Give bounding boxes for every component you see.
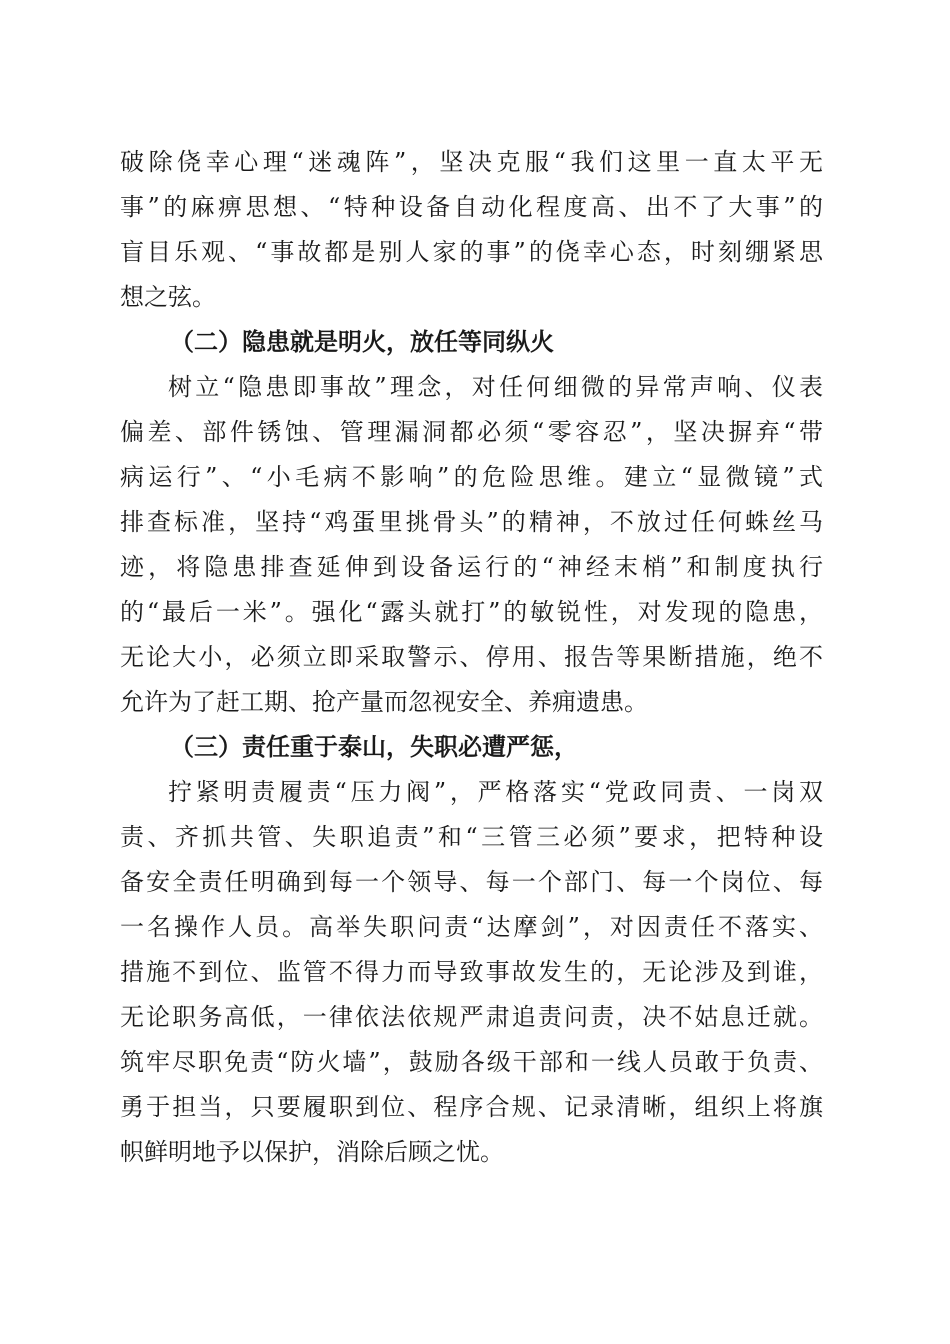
paragraph-3-line: 措施不到位、监管不得力而导致事故发生的，无论涉及到谁， xyxy=(120,958,823,986)
paragraph-2-line: 迹，将隐患排查延伸到设备运行的“神经末梢”和制度执行 xyxy=(120,553,823,581)
paragraph-3-line: 拧紧明责履责“压力阀”，严格落实“党政同责、一岗双 xyxy=(168,778,823,806)
paragraph-2-line: 无论大小，必须立即采取警示、停用、报告等果断措施，绝不 xyxy=(120,643,823,671)
paragraph-2-line: 排查标准，坚持“鸡蛋里挑骨头”的精神，不放过任何蛛丝马 xyxy=(120,508,823,536)
paragraph-3-line: 一名操作人员。高举失职问责“达摩剑”，对因责任不落实、 xyxy=(120,913,823,941)
paragraph-2-line: 允许为了赶工期、抢产量而忽视安全、养痈遗患。 xyxy=(120,688,648,716)
paragraph-3-line: 无论职务高低，一律依法依规严肃追责问责，决不姑息迁就。 xyxy=(120,1003,823,1031)
section-heading-2: （二）隐患就是明火，放任等同纵火 xyxy=(170,327,554,356)
paragraph-3-line: 勇于担当，只要履职到位、程序合规、记录清晰，组织上将旗 xyxy=(120,1093,823,1121)
paragraph-3-line: 帜鲜明地予以保护，消除后顾之忧。 xyxy=(120,1138,504,1166)
paragraph-1-line: 破除侥幸心理“迷魂阵”，坚决克服“我们这里一直太平无 xyxy=(120,148,823,176)
paragraph-3-line: 责、齐抓共管、失职追责”和“三管三必须”要求，把特种设 xyxy=(120,823,823,851)
paragraph-1-line: 想之弦。 xyxy=(120,283,216,311)
paragraph-2-line: 病运行”、“小毛病不影响”的危险思维。建立“显微镜”式 xyxy=(120,463,823,491)
paragraph-2-line: 树立“隐患即事故”理念，对任何细微的异常声响、仪表 xyxy=(168,373,823,401)
paragraph-3-line: 备安全责任明确到每一个领导、每一个部门、每一个岗位、每 xyxy=(120,868,823,896)
paragraph-2-line: 偏差、部件锈蚀、管理漏洞都必须“零容忍”，坚决摒弃“带 xyxy=(120,418,823,446)
section-heading-3: （三）责任重于泰山，失职必遭严惩， xyxy=(170,732,578,761)
paragraph-2-line: 的“最后一米”。强化“露头就打”的敏锐性，对发现的隐患， xyxy=(120,598,823,626)
paragraph-1-line: 盲目乐观、“事故都是别人家的事”的侥幸心态，时刻绷紧思 xyxy=(120,238,823,266)
paragraph-1-line: 事”的麻痹思想、“特种设备自动化程度高、出不了大事”的 xyxy=(120,193,823,221)
paragraph-3-line: 筑牢尽职免责“防火墙”，鼓励各级干部和一线人员敢于负责、 xyxy=(120,1048,823,1076)
